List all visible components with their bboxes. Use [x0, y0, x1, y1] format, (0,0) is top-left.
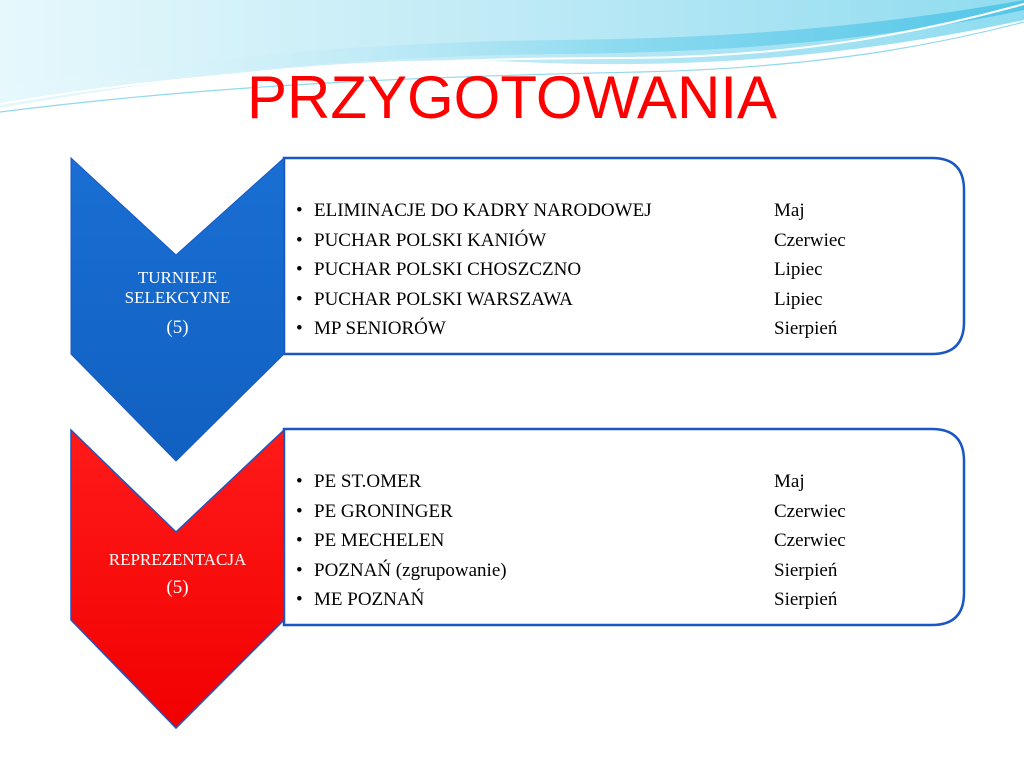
list-item	[296, 526, 896, 556]
representation-label	[71, 550, 284, 598]
bullet: •	[296, 589, 303, 610]
event-name: PUCHAR POLSKI CHOSZCZNO	[314, 259, 582, 280]
event-month: Sierpień	[774, 318, 838, 339]
bullet: •	[296, 200, 303, 221]
event-month: Lipiec	[774, 259, 823, 280]
selection-tournament-list	[296, 196, 896, 344]
bullet: •	[296, 471, 303, 492]
event-month: Czerwiec	[774, 530, 846, 551]
representation-event-list	[296, 467, 896, 615]
event-name: PUCHAR POLSKI KANIÓW	[314, 229, 547, 251]
event-name: PE GRONINGER	[314, 500, 453, 522]
selection-label-line2: SELEKCYJNE	[124, 288, 231, 307]
bullet: •	[296, 530, 303, 551]
list-item	[296, 196, 896, 226]
list-item	[296, 226, 896, 256]
selection-label	[71, 268, 284, 338]
event-month: Sierpień	[774, 589, 838, 610]
event-name: PE ST.OMER	[314, 471, 422, 492]
representation-count: (5)	[166, 577, 189, 598]
event-name: PE MECHELEN	[314, 530, 445, 551]
event-month: Maj	[774, 200, 805, 221]
bullet: •	[296, 318, 303, 339]
representation-label-line1: REPREZENTACJA	[108, 550, 247, 569]
list-item	[296, 467, 896, 497]
event-name: PUCHAR POLSKI WARSZAWA	[314, 288, 573, 310]
list-item	[296, 255, 896, 285]
list-item	[296, 585, 896, 615]
event-name: MP SENIORÓW	[314, 318, 446, 339]
event-month: Lipiec	[774, 288, 823, 310]
list-item	[296, 285, 896, 315]
event-name: ELIMINACJE DO KADRY NARODOWEJ	[314, 200, 652, 221]
slide-title: PRZYGOTOWANIA	[246, 64, 778, 131]
bullet: •	[296, 259, 303, 280]
event-month: Czerwiec	[774, 229, 846, 251]
list-item	[296, 556, 896, 586]
bullet: •	[296, 288, 303, 310]
event-month: Sierpień	[774, 559, 838, 581]
event-month: Maj	[774, 471, 805, 492]
bullet: •	[296, 229, 303, 251]
bullet: •	[296, 559, 303, 581]
selection-count: (5)	[166, 317, 189, 338]
event-name: POZNAŃ (zgrupowanie)	[314, 559, 507, 581]
list-item	[296, 314, 896, 344]
list-item	[296, 497, 896, 527]
bullet: •	[296, 500, 303, 522]
selection-label-line1: TURNIEJE	[137, 268, 218, 287]
event-name: ME POZNAŃ	[314, 589, 425, 610]
event-month: Czerwiec	[774, 500, 846, 522]
